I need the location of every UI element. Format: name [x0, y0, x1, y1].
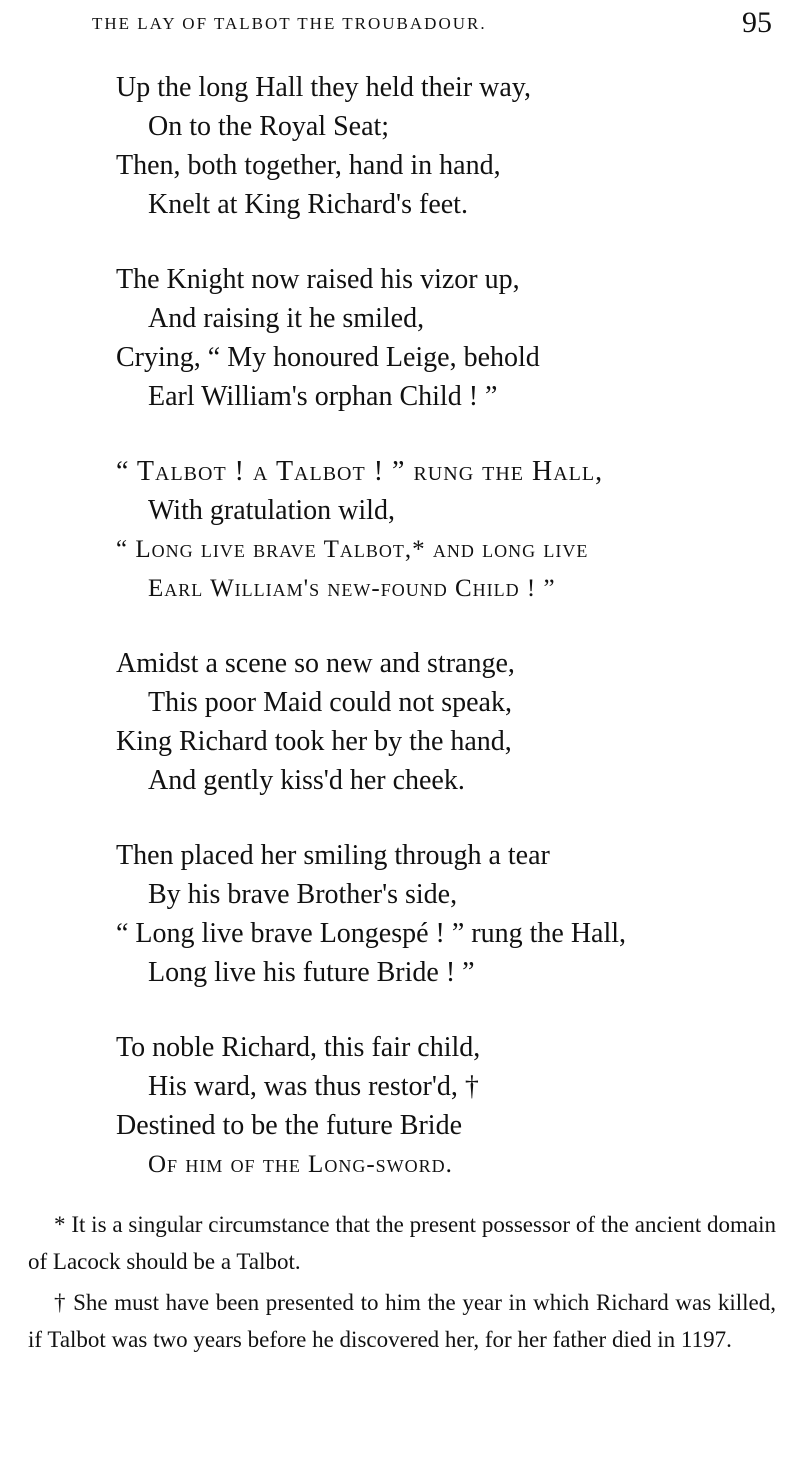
poem-line: The Knight now raised his vizor up, — [116, 264, 520, 295]
poem-line: Earl William's new-found Child ! ” — [148, 575, 556, 602]
poem-line: “ Long live brave Talbot,* and long live — [116, 536, 589, 563]
poem-line: Of him of the Long-sword. — [148, 1151, 453, 1178]
poem-line: By his brave Brother's side, — [148, 879, 458, 910]
stanza-4 — [116, 644, 786, 800]
footnote-asterisk: * It is a singular circumstance that the present possessor of the ancient domain of Lacock should be a Talbot. — [28, 1212, 776, 1274]
poem-line: Up the long Hall they held their way, — [116, 72, 531, 103]
stanza-3 — [116, 452, 786, 608]
poem — [116, 68, 786, 1220]
page-number: 95 — [742, 6, 772, 39]
running-head — [92, 8, 772, 42]
poem-line: King Richard took her by the hand, — [116, 726, 512, 757]
poem-line: Destined to be the future Bride — [116, 1110, 463, 1141]
poem-line: To noble Richard, this fair child, — [116, 1032, 481, 1063]
poem-line: Crying, “ My honoured Leige, behold — [116, 342, 540, 373]
footnote-dagger: † She must have been presented to him the year in which Richard was killed, if Talbot was two years before he discovered her, for her father died in 1197. — [28, 1290, 776, 1352]
poem-line: And raising it he smiled, — [148, 303, 425, 334]
poem-line: Then placed her smiling through a tear — [116, 840, 550, 871]
stanza-1 — [116, 68, 786, 224]
poem-line: With gratulation wild, — [148, 495, 395, 526]
poem-line: Long live his future Bride ! ” — [148, 957, 475, 988]
poem-line: His ward, was thus restor'd, † — [148, 1071, 479, 1102]
stanza-5 — [116, 836, 786, 992]
poem-line: On to the Royal Seat; — [148, 111, 390, 142]
poem-line: Amidst a scene so new and strange, — [116, 648, 515, 679]
stanza-2 — [116, 260, 786, 416]
poem-line: Knelt at King Richard's feet. — [148, 189, 468, 220]
poem-line: Then, both together, hand in hand, — [116, 150, 501, 181]
poem-line: “ Long live brave Longespé ! ” rung the Hall, — [116, 918, 627, 949]
poem-line: And gently kiss'd her cheek. — [148, 765, 465, 796]
poem-line: Earl William's orphan Child ! ” — [148, 381, 498, 412]
running-title: THE LAY OF TALBOT THE TROUBADOUR. — [92, 14, 487, 33]
stanza-6 — [116, 1028, 786, 1184]
poem-line: This poor Maid could not speak, — [148, 687, 512, 718]
poem-line: “ Talbot ! a Talbot ! ” rung the Hall, — [116, 456, 604, 487]
footnotes — [28, 1206, 776, 1362]
